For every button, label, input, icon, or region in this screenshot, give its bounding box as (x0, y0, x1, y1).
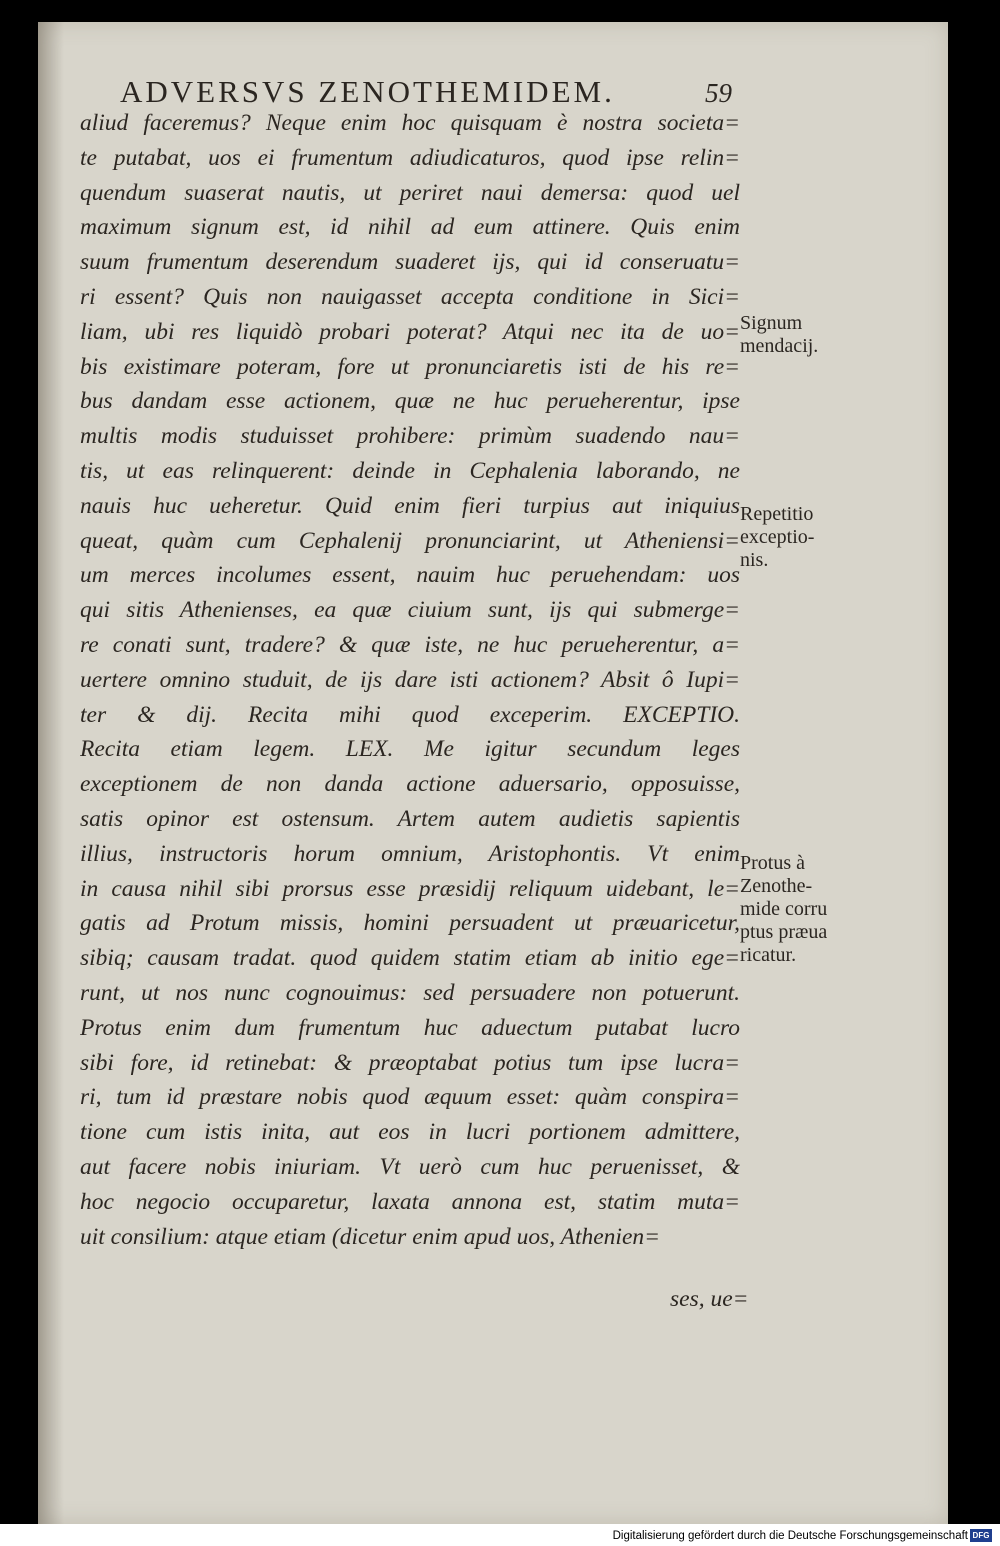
text-line: in causa nihil sibi prorsus esse præsidij reliquum uidebant, le= (80, 875, 740, 902)
text-line: hoc negocio occuparetur, laxata annona est, statim muta= (80, 1188, 740, 1215)
dfg-logo-icon: DFG (970, 1529, 992, 1542)
body-text (80, 106, 740, 1254)
text-line: uit consilium: atque etiam (dicetur enim apud uos, Athenien= (80, 1223, 660, 1250)
text-line: aliud faceremus? Neque enim hoc quisquam è nostra societa= (80, 110, 740, 136)
text-line: aut facere nobis iniuriam. Vt uerò cum huc peruenisset, & (80, 1153, 740, 1180)
margin-note-line: exceptio- (740, 526, 815, 548)
text-line: bus dandam esse actionem, quæ ne huc perueherentur, ipse (80, 388, 740, 415)
margin-note-line: Protus à (740, 852, 805, 874)
text-line: gatis ad Protum missis, homini persuadent ut præuaricetur, (80, 910, 740, 937)
margin-note-line: mide corru (740, 898, 828, 920)
text-line: liam, ubi res liquidò probari poterat? Atqui nec ita de uo= (80, 318, 740, 345)
text-line: suum frumentum deserendum suaderet ijs, qui id conseruatu= (80, 249, 740, 276)
text-line: nauis huc ueheretur. Quid enim fieri turpius aut iniquius (80, 492, 740, 519)
text-line: te putabat, uos ei frumentum adiudicaturos, quod ipse relin= (80, 144, 740, 171)
page-gutter-shadow (38, 22, 64, 1524)
text-line: uertere omnino studuit, de ijs dare isti actionem? Absit ô Iupi= (80, 666, 740, 693)
page-number: 59 (705, 78, 732, 108)
running-title: ADVERSVS ZENOTHEMIDEM. (120, 74, 615, 109)
text-line: tione cum istis inita, aut eos in lucri portionem admittere, (80, 1119, 740, 1146)
margin-note-signum (740, 312, 818, 358)
text-line: maximum signum est, id nihil ad eum attinere. Quis enim (80, 214, 740, 241)
margin-note-line: Repetitio (740, 503, 814, 525)
digitization-credit: Digitalisierung gefördert durch die Deutsche Forschungsgemeinschaft (612, 1530, 968, 1542)
text-line: ri essent? Quis non nauigasset accepta conditione in Sici= (80, 283, 740, 310)
text-line: sibiq; causam tradat. quod quidem statim etiam ab initio ege= (80, 945, 740, 972)
text-line: quendum suaserat nautis, ut periret naui demersa: quod uel (80, 179, 740, 206)
margin-note-protus (740, 852, 827, 967)
text-line: sibi fore, id retinebat: & præoptabat potius tum ipse lucra= (80, 1049, 740, 1076)
text-line: tis, ut eas relinquerent: deinde in Cephalenia laborando, ne (80, 457, 740, 484)
margin-note-line: Zenothe- (740, 875, 813, 897)
margin-note-line: ptus præua (740, 921, 828, 943)
text-line: Protus enim dum frumentum huc aduectum putabat lucro (80, 1014, 740, 1041)
margin-note-line: Signum (740, 312, 803, 334)
text-line: illius, instructoris horum omnium, Aristophontis. Vt enim (80, 840, 740, 867)
text-line: re conati sunt, tradere? & quæ iste, ne huc perueherentur, a= (80, 631, 740, 658)
text-line: runt, ut nos nunc cognouimus: sed persuadere non potuerunt. (80, 979, 740, 1006)
text-line: queat, quàm cum Cephalenij pronunciarint, ut Atheniensi= (80, 527, 740, 554)
margin-note-line: mendacij. (740, 335, 819, 357)
text-line: exceptionem de non danda actione aduersario, opposuisse, (80, 771, 740, 798)
margin-note-repetitio (740, 503, 814, 572)
margin-note-line: nis. (740, 549, 769, 571)
text-line: um merces incolumes essent, nauim huc peruehendam: uos (80, 562, 740, 589)
text-line: multis modis studuisset prohibere: primùm suadendo nau= (80, 423, 740, 450)
text-line: satis opinor est ostensum. Artem autem audietis sapientis (80, 805, 740, 832)
text-line: qui sitis Athenienses, ea quæ ciuium sunt, ijs qui submerge= (80, 597, 740, 624)
catchword: ses, ue= (670, 1286, 749, 1312)
text-line: Recita etiam legem. LEX. Me igitur secundum leges (80, 736, 740, 763)
text-line: ter & dij. Recita mihi quod exceperim. EXCEPTIO. (80, 701, 740, 728)
margin-note-line: ricatur. (740, 944, 797, 966)
text-line: bis existimare poteram, fore ut pronunciaretis isti de his re= (80, 353, 740, 380)
text-line: ri, tum id præstare nobis quod æquum esset: quàm conspira= (80, 1084, 740, 1111)
